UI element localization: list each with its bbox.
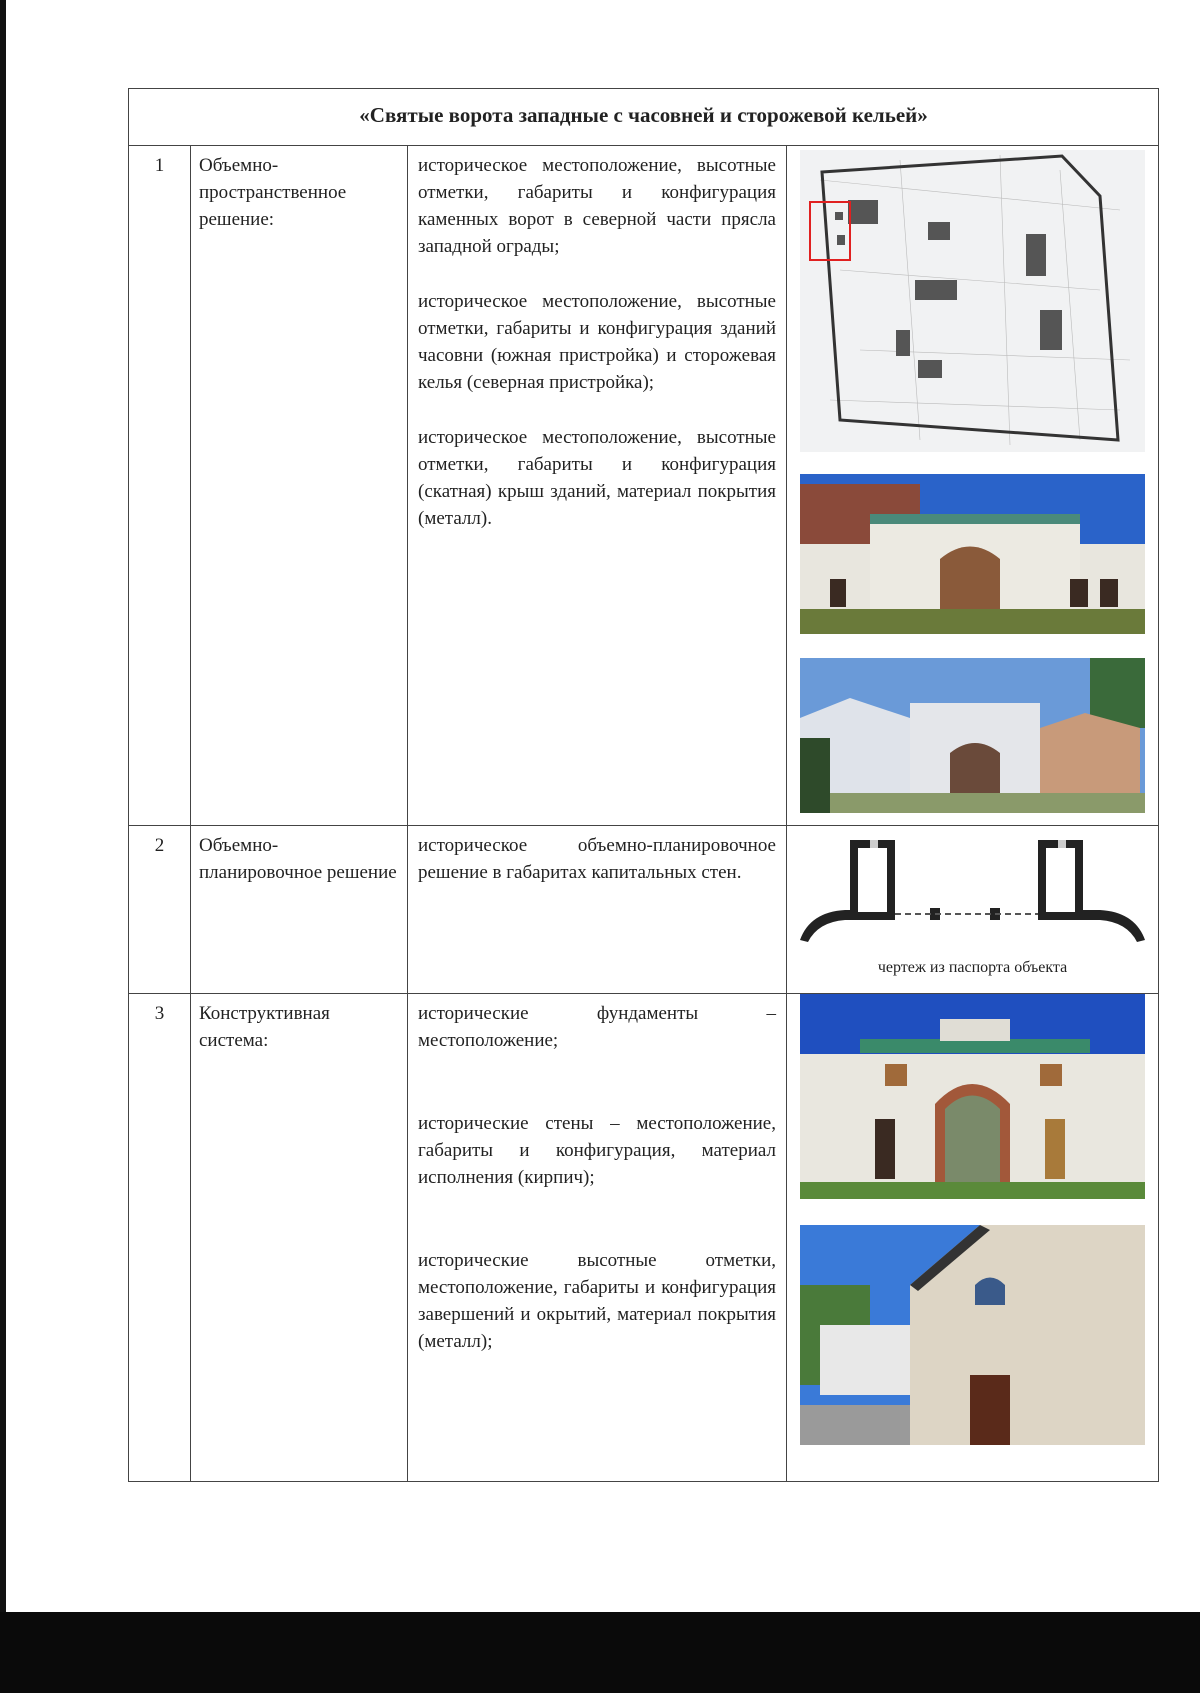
- paragraph: исторические фундаменты – местоположение;: [418, 1003, 776, 1051]
- paragraph: историческое местоположение, высотные отметки, габариты и конфигурация (скатная) крыш зданий, материал покрытия (металл).: [418, 427, 776, 529]
- row-name: Объемно-планировочное решение: [191, 826, 408, 994]
- row-images: [787, 826, 1159, 994]
- row-images: [787, 146, 1159, 826]
- paragraph: исторические высотные отметки, местоположение, габариты и конфигурация завершений и окрытий, материал покрытия (металл);: [418, 1250, 776, 1352]
- row-number: 1: [129, 146, 191, 826]
- table-row: [129, 994, 1159, 1482]
- paragraph: исторические стены – местоположение, габариты и конфигурация, материал исполнения (кирпич);: [418, 1113, 776, 1188]
- table-title: «Святые ворота западные с часовней и сторожевой кельей»: [129, 89, 1159, 146]
- row-name: Конструктивная система:: [191, 994, 408, 1482]
- floor-plan-drawing: [800, 830, 1145, 948]
- heritage-table: [128, 88, 1159, 1482]
- row-description: [408, 994, 787, 1482]
- row-number: 2: [129, 826, 191, 994]
- gate-photo-east: [800, 658, 1145, 813]
- scan-bottom-band: [0, 1612, 1200, 1693]
- scan-left-border: [0, 0, 6, 1693]
- row-description: [408, 146, 787, 826]
- row-number: 3: [129, 994, 191, 1482]
- site-plan-map: [800, 150, 1145, 452]
- row-images: [787, 994, 1159, 1482]
- drawing-caption: чертеж из паспорта объекта: [877, 959, 1068, 976]
- gate-photo-west: [800, 474, 1145, 634]
- guard-cell-photo: [800, 1225, 1145, 1445]
- paragraph: историческое объемно-планировочное решение в габаритах капитальных стен.: [418, 835, 776, 883]
- paragraph: историческое местоположение, высотные отметки, габариты и конфигурация зданий часовни (южная пристройка) и сторожевая келья (северная пристройка);: [418, 291, 776, 393]
- paragraph: историческое местоположение, высотные отметки, габариты и конфигурация каменных ворот в северной части прясла западной ограды;: [418, 155, 776, 257]
- gate-photo-front: [800, 994, 1145, 1199]
- row-name: Объемно-пространственное решение:: [191, 146, 408, 826]
- table-row: [129, 146, 1159, 826]
- row-description: [408, 826, 787, 994]
- table-row: [129, 826, 1159, 994]
